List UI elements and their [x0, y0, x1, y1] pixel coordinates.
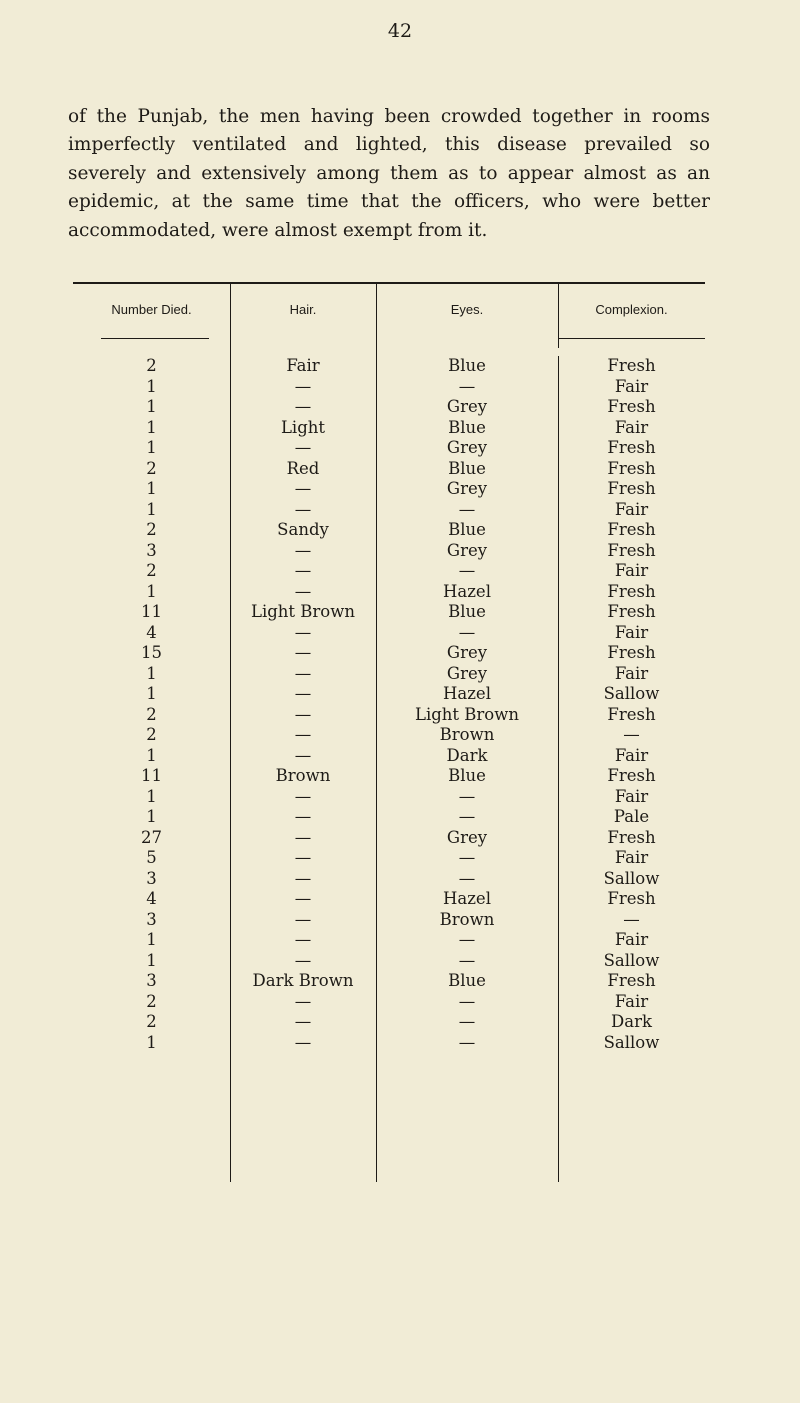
table-row [73, 1033, 705, 1054]
complexion-cell: Fair [614, 376, 649, 396]
hair-cell: — [294, 930, 312, 949]
page-number: 42 [387, 20, 413, 42]
intro-paragraph: of the Punjab, the men having been crowded together in rooms imperfectly ventilated and lighted, this disease prevailed so severely and extensively among them as to appear almost as an epidemic, at the same time that the officers, who were better accommodated, were almost exempt from it. [68, 105, 710, 241]
eyes-cell: — [458, 991, 476, 1011]
complexion-cell: Fresh [607, 889, 656, 908]
eyes-cell: — [458, 950, 476, 970]
table-row [73, 418, 705, 439]
eyes-cell: — [458, 561, 476, 580]
header-rule [558, 338, 705, 339]
table-row [73, 438, 705, 459]
complexion-cell: Fair [614, 991, 649, 1011]
complexion-cell: Fresh [607, 766, 656, 785]
number-died-cell: 1 [146, 438, 157, 457]
table-row [73, 623, 705, 644]
complexion-cell: Fresh [607, 704, 656, 724]
table-row [73, 930, 705, 951]
number-died-cell: 1 [146, 684, 157, 703]
number-died-cell: 11 [141, 602, 162, 621]
eyes-cell: Grey [446, 827, 488, 847]
hair-cell: — [294, 684, 312, 703]
eyes-cell: — [458, 1032, 476, 1052]
number-died-cell: 27 [141, 827, 162, 847]
hair-cell: — [294, 643, 312, 662]
number-died-cell: 1 [146, 745, 157, 765]
table-row [73, 684, 705, 705]
number-died-cell: 1 [146, 950, 157, 970]
complexion-cell: — [623, 725, 640, 744]
number-died-cell: 1 [146, 397, 157, 416]
hair-cell: — [294, 704, 312, 724]
complexion-cell: Fair [614, 745, 649, 765]
table-row [73, 643, 705, 664]
table-row [73, 766, 705, 787]
complexion-cell: Fresh [607, 602, 656, 621]
number-died-cell: 2 [146, 356, 157, 375]
hair-cell: — [294, 561, 312, 580]
number-died-cell: 2 [146, 725, 157, 744]
number-died-cell: 1 [146, 479, 157, 498]
eyes-cell: — [458, 848, 476, 867]
eyes-cell: Grey [446, 663, 488, 683]
eyes-cell: Blue [448, 458, 486, 478]
complexion-cell: Fair [614, 930, 649, 949]
number-died-cell: 1 [146, 807, 157, 826]
hair-cell: — [294, 397, 312, 416]
header-rule [101, 338, 209, 339]
complexion-cell: Dark [611, 1012, 652, 1031]
table-row [73, 971, 705, 992]
eyes-cell: Brown [439, 725, 495, 744]
table-row [73, 910, 705, 931]
table-row [73, 848, 705, 869]
hair-cell: Light Brown [251, 602, 355, 621]
complexion-cell: Fresh [607, 479, 656, 498]
hair-cell: — [294, 663, 312, 683]
number-died-cell: 2 [146, 704, 157, 724]
hair-cell: — [294, 622, 312, 642]
hair-cell: — [294, 909, 312, 929]
eyes-cell: — [458, 1012, 476, 1031]
table-row [73, 397, 705, 418]
hair-cell: — [294, 725, 312, 744]
eyes-cell: Blue [448, 356, 486, 375]
complexion-cell: Sallow [603, 684, 660, 703]
table-row [73, 869, 705, 890]
table-row [73, 664, 705, 685]
eyes-cell: Blue [448, 971, 486, 990]
complexion-cell: Fresh [607, 438, 656, 457]
number-died-cell: 2 [146, 458, 157, 478]
number-died-cell: 3 [146, 909, 157, 929]
complexion-cell: — [623, 909, 640, 929]
complexion-cell: Fair [614, 561, 649, 580]
number-died-cell: 1 [146, 930, 157, 949]
header-number-died: Number Died. [111, 302, 192, 317]
number-died-cell: 1 [146, 417, 157, 437]
complexion-cell: Fair [614, 417, 649, 437]
hair-cell: — [294, 889, 312, 908]
hair-cell: — [294, 540, 312, 560]
complexion-cell: Fresh [607, 397, 656, 416]
number-died-cell: 3 [146, 971, 157, 990]
hair-cell: — [294, 827, 312, 847]
complexion-cell: Sallow [603, 1032, 660, 1052]
table-row [73, 705, 705, 726]
hair-cell: — [294, 499, 312, 519]
eyes-cell: Hazel [443, 684, 491, 703]
hair-cell: — [294, 848, 312, 867]
hair-cell: Brown [275, 766, 331, 785]
eyes-cell: — [458, 930, 476, 949]
number-died-cell: 2 [146, 561, 157, 580]
complexion-cell: Fair [614, 499, 649, 519]
hair-cell: — [294, 479, 312, 498]
hair-cell: — [294, 438, 312, 457]
complexion-cell: Fresh [607, 520, 656, 539]
eyes-cell: Blue [448, 766, 486, 785]
table-row [73, 889, 705, 910]
eyes-cell: Dark [446, 745, 488, 765]
eyes-cell: — [458, 376, 476, 396]
table-row [73, 787, 705, 808]
eyes-cell: Blue [448, 417, 486, 437]
complexion-cell: Pale [613, 807, 650, 826]
table-row [73, 561, 705, 582]
eyes-cell: — [458, 807, 476, 826]
table-row [73, 807, 705, 828]
hair-cell: — [294, 807, 312, 826]
complexion-cell: Fresh [607, 540, 656, 560]
hair-cell: — [294, 786, 312, 806]
hair-cell: — [294, 868, 312, 888]
complexion-cell: Sallow [603, 868, 660, 888]
hair-cell: Dark Brown [252, 971, 354, 990]
complexion-cell: Fresh [607, 643, 656, 662]
eyes-cell: Grey [446, 397, 488, 416]
number-died-cell: 1 [146, 499, 157, 519]
number-died-cell: 2 [146, 520, 157, 539]
table-row [73, 500, 705, 521]
number-died-cell: 3 [146, 868, 157, 888]
hair-cell: — [294, 991, 312, 1011]
table-row [73, 356, 705, 377]
table-row [73, 479, 705, 500]
header-eyes: Eyes. [450, 302, 484, 317]
eyes-cell: Grey [446, 479, 488, 498]
table-row [73, 541, 705, 562]
number-died-cell: 4 [146, 889, 157, 908]
table-row [73, 1012, 705, 1033]
number-died-cell: 1 [146, 786, 157, 806]
table-header-row [73, 302, 705, 322]
complexion-cell: Fair [614, 848, 649, 867]
table-row [73, 951, 705, 972]
table-top-rule [73, 282, 705, 284]
hair-cell: Sandy [277, 520, 329, 539]
table-row [73, 582, 705, 603]
table-row [73, 602, 705, 623]
table-row [73, 992, 705, 1013]
complexion-cell: Fair [614, 663, 649, 683]
complexion-cell: Fresh [607, 356, 656, 375]
number-died-cell: 2 [146, 1012, 157, 1031]
complexion-cell: Fresh [607, 581, 656, 601]
eyes-cell: — [458, 622, 476, 642]
eyes-cell: Light Brown [415, 704, 519, 724]
number-died-cell: 2 [146, 991, 157, 1011]
eyes-cell: Blue [448, 520, 486, 539]
eyes-cell: Brown [439, 909, 495, 929]
hair-cell: Fair [286, 356, 320, 375]
table-row [73, 746, 705, 767]
table-body [73, 356, 705, 1053]
number-died-cell: 4 [146, 622, 157, 642]
eyes-cell: Hazel [443, 581, 491, 601]
hair-cell: — [294, 581, 312, 601]
eyes-cell: — [458, 786, 476, 806]
number-died-cell: 5 [146, 848, 157, 867]
number-died-cell: 1 [146, 1032, 157, 1052]
complexion-cell: Fair [614, 786, 649, 806]
hair-cell: Light [280, 417, 326, 437]
number-died-cell: 15 [141, 643, 162, 662]
number-died-cell: 1 [146, 581, 157, 601]
complexion-cell: Fair [614, 622, 649, 642]
eyes-cell: — [458, 499, 476, 519]
table-row [73, 459, 705, 480]
header-complexion: Complexion. [595, 302, 668, 317]
hair-cell: — [294, 376, 312, 396]
number-died-cell: 11 [141, 766, 162, 785]
table-row [73, 377, 705, 398]
number-died-cell: 3 [146, 540, 157, 560]
eyes-cell: Grey [446, 643, 488, 662]
header-hair: Hair. [289, 302, 317, 317]
complexion-cell: Sallow [603, 950, 660, 970]
hair-cell: — [294, 745, 312, 765]
complexion-cell: Fresh [607, 827, 656, 847]
table-row [73, 520, 705, 541]
eyes-cell: Hazel [443, 889, 491, 908]
eyes-cell: Grey [446, 438, 488, 457]
number-died-cell: 1 [146, 376, 157, 396]
hair-cell: — [294, 1012, 312, 1031]
table-row [73, 725, 705, 746]
hair-cell: — [294, 1032, 312, 1052]
eyes-cell: Blue [448, 602, 486, 621]
number-died-cell: 1 [146, 663, 157, 683]
eyes-cell: Grey [446, 540, 488, 560]
complexion-cell: Fresh [607, 458, 656, 478]
eyes-cell: — [458, 868, 476, 888]
complexion-cell: Fresh [607, 971, 656, 990]
hair-cell: Red [286, 458, 320, 478]
table-row [73, 828, 705, 849]
hair-cell: — [294, 950, 312, 970]
